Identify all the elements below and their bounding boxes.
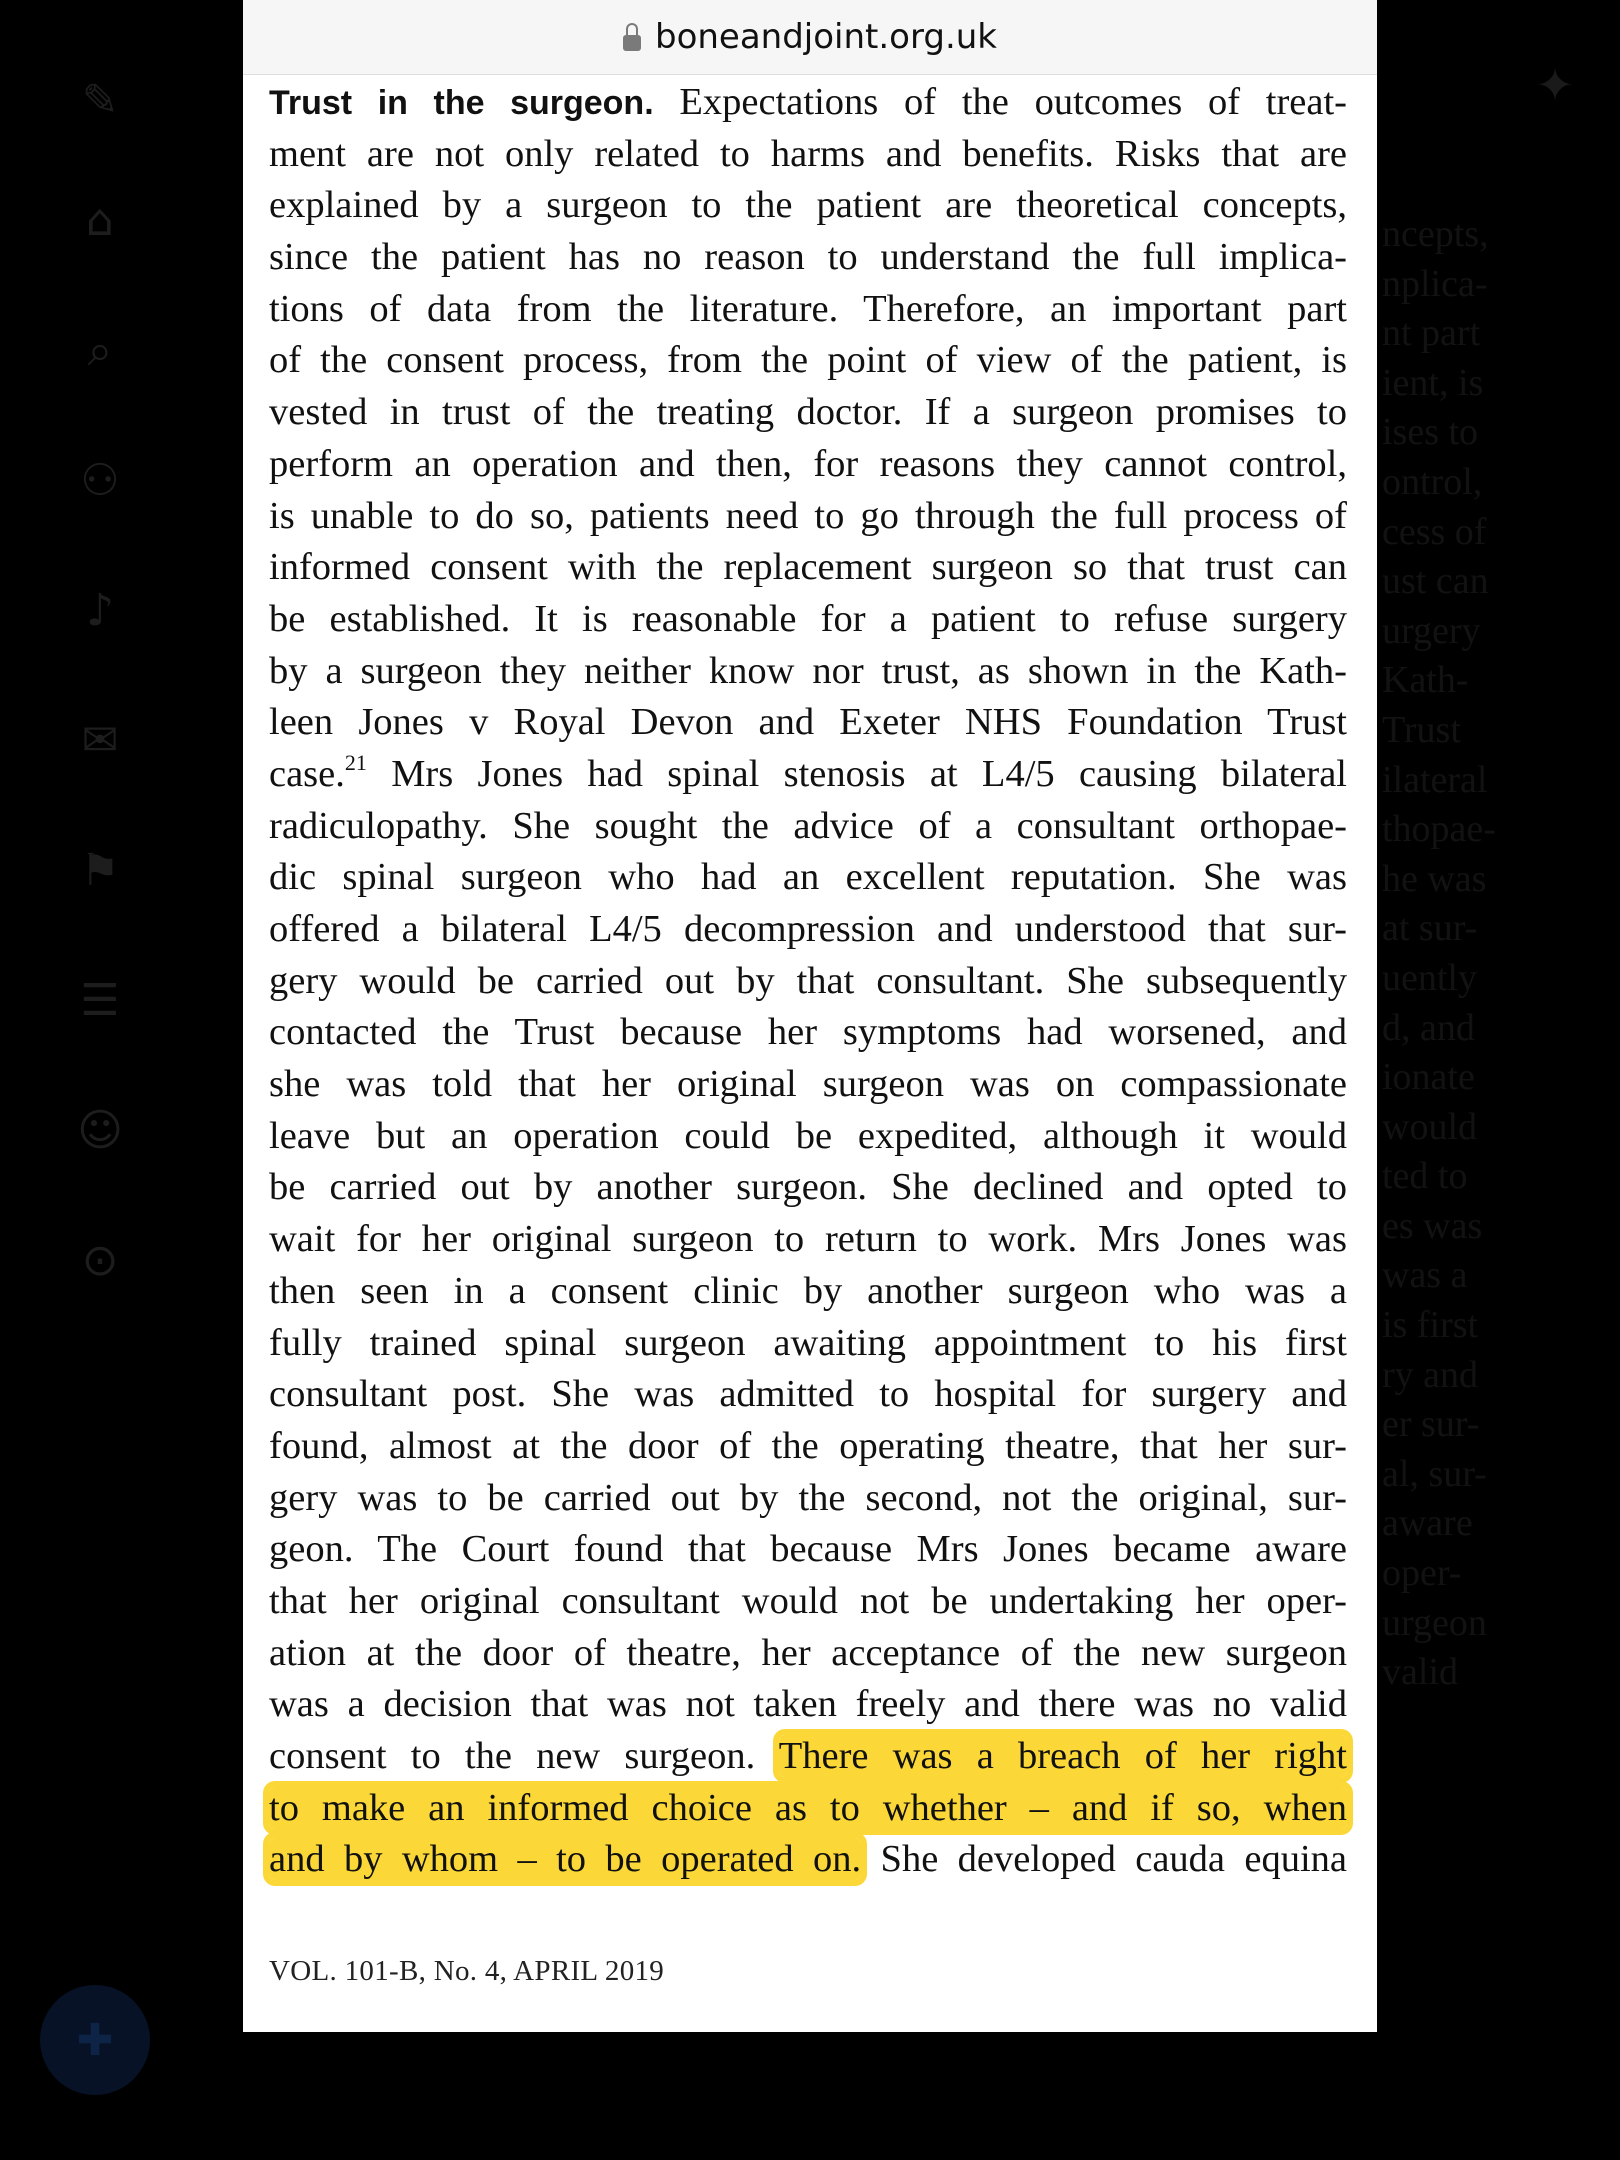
background-text-fragment: aware: [1382, 1502, 1473, 1545]
article-line: since the patient has no reason to understand the full implica-: [269, 236, 1347, 279]
article-line: she was told that her original surgeon was on compassionate: [269, 1063, 1347, 1106]
background-text-fragment: valid: [1382, 1651, 1458, 1690]
background-text: [1382, 210, 1500, 1690]
background-text-fragment: urgery: [1382, 609, 1481, 652]
background-text-fragment: uently: [1382, 956, 1477, 999]
background-text-fragment: would: [1382, 1105, 1477, 1148]
article-line: explained by a surgeon to the patient are theoretical concepts,: [269, 184, 1347, 227]
background-text-fragment: Kath-: [1382, 659, 1469, 702]
article-line: is unable to do so, patients need to go through the full process of: [269, 494, 1347, 537]
bookmark-icon: ⚑: [80, 844, 120, 896]
lock-icon: [623, 35, 641, 51]
article-line: contacted the Trust because her symptoms had worsened, and: [269, 1011, 1347, 1054]
background-text-fragment: at sur-: [1382, 907, 1478, 950]
highlighted-text: to make an informed choice as to whether – and if so, when: [269, 1786, 1347, 1829]
background-text-fragment: Trust: [1382, 708, 1461, 751]
background-text-fragment: ionate: [1382, 1056, 1475, 1099]
article-line: wait for her original surgeon to return to work. Mrs Jones was: [269, 1218, 1347, 1261]
background-text-fragment: thopae-: [1382, 808, 1496, 851]
background-text-fragment: oper-: [1382, 1552, 1462, 1595]
background-text-fragment: urgeon: [1382, 1601, 1487, 1644]
article-line: gery would be carried out by that consultant. She subsequently: [269, 959, 1347, 1002]
feather-icon: ✎: [81, 74, 119, 126]
sparkle-icon: ✦: [1535, 58, 1575, 112]
url-bar[interactable]: [243, 0, 1377, 75]
background-text-fragment: ust can: [1382, 560, 1489, 603]
article-line: consultant post. She was admitted to hospital for surgery and: [269, 1373, 1347, 1416]
background-text-fragment: ient, is: [1382, 361, 1484, 404]
article-body: [269, 77, 1347, 1886]
background-text-fragment: er sur-: [1382, 1403, 1480, 1446]
highlighted-text: and by whom – to be operated on.: [269, 1838, 862, 1881]
mail-icon: ✉: [81, 714, 119, 766]
background-text-fragment: nt part: [1382, 312, 1481, 355]
article-line: consent to the new surgeon. There was a breach of her right: [269, 1735, 1347, 1777]
background-text-fragment: al, sur-: [1382, 1452, 1487, 1495]
highlighted-text: There was a breach of her right: [778, 1735, 1347, 1777]
article-line: leave but an operation could be expedited, although it would: [269, 1114, 1347, 1157]
article-line: vested in trust of the treating doctor. If a surgeon promises to: [269, 391, 1347, 434]
article-line: offered a bilateral L4/5 decompression and understood that sur-: [269, 908, 1347, 950]
article-line: leen Jones v Royal Devon and Exeter NHS Foundation Trust: [269, 701, 1347, 744]
profile-icon: ☺: [77, 1104, 123, 1156]
background-text-fragment: ilateral: [1382, 758, 1488, 801]
article-line: perform an operation and then, for reasons they cannot control,: [269, 442, 1347, 485]
article-line: gery was to be carried out by the second, not the original, sur-: [269, 1476, 1347, 1519]
background-text-fragment: cess of: [1382, 510, 1487, 553]
article-line: [269, 1783, 1347, 1835]
background-text-fragment: he was: [1382, 857, 1487, 900]
background-text-fragment: nplica-: [1382, 262, 1488, 305]
article-line: of the consent process, from the point of view of the patient, is: [269, 339, 1347, 382]
bell-icon: ♪: [85, 584, 115, 636]
journal-footer: VOL. 101-B, No. 4, APRIL 2019: [269, 1955, 665, 1987]
article-line: ation at the door of theatre, her acceptance of the new surgeon: [269, 1631, 1347, 1674]
background-text-fragment: was a: [1382, 1254, 1468, 1297]
article-line: dic spinal surgeon who had an excellent reputation. She was: [269, 856, 1347, 899]
background-text-fragment: ry and: [1382, 1353, 1479, 1396]
section-heading: Trust in the surgeon.: [269, 84, 654, 122]
article-line: tions of data from the literature. Therefore, an important part: [269, 287, 1347, 330]
background-text-fragment: is first: [1382, 1304, 1479, 1347]
article-screenshot-card: [243, 0, 1377, 2032]
article-line: be established. It is reasonable for a patient to refuse surgery: [269, 597, 1347, 640]
search-icon: ⌕: [87, 324, 113, 376]
url-domain: boneandjoint.org.uk: [654, 17, 997, 57]
article-line: then seen in a consent clinic by another surgeon who was a: [269, 1269, 1347, 1312]
people-icon: ⚇: [80, 454, 120, 506]
more-icon: ⊙: [81, 1234, 119, 1286]
list-icon: ☰: [80, 974, 120, 1026]
article-line: by a surgeon they neither know nor trust, as shown in the Kath-: [269, 649, 1347, 692]
article-line: be carried out by another surgeon. She declined and opted to: [269, 1166, 1347, 1209]
background-text-fragment: ises to: [1382, 411, 1479, 454]
citation-superscript[interactable]: 21: [344, 749, 367, 775]
background-text-fragment: ontrol,: [1382, 460, 1483, 503]
background-sidebar: [60, 40, 140, 2140]
background-text-fragment: d, and: [1382, 1006, 1475, 1049]
article-line: was a decision that was not taken freely and there was no valid: [269, 1683, 1347, 1726]
article-line: fully trained spinal surgeon awaiting appointment to his first: [269, 1321, 1347, 1364]
article-line: that her original consultant would not be undertaking her oper-: [269, 1579, 1347, 1622]
article-line: and by whom – to be operated on. She developed cauda equina: [269, 1838, 1347, 1881]
background-text-fragment: es was: [1382, 1204, 1483, 1247]
article-line: informed consent with the replacement surgeon so that trust can: [269, 546, 1347, 589]
article-line: found, almost at the door of the operating theatre, that her sur-: [269, 1424, 1347, 1467]
article-line: ment are not only related to harms and benefits. Risks that are: [269, 132, 1347, 175]
background-text-fragment: ted to: [1382, 1155, 1468, 1198]
compose-fab-icon: ✚: [40, 1985, 150, 2095]
article-line: Trust in the surgeon. Expectations of the outcomes of treat-: [269, 81, 1348, 123]
article-line: geon. The Court found that because Mrs Jones became aware: [269, 1528, 1347, 1571]
article-line: case.$^{21}$ Mrs Jones had spinal stenosis at L4/5 causing bilateral: [269, 749, 1347, 795]
article-line: radiculopathy. She sought the advice of a consultant orthopae-: [269, 804, 1347, 847]
background-text-fragment: ncepts,: [1382, 213, 1489, 255]
home-icon: ⌂: [86, 194, 114, 246]
